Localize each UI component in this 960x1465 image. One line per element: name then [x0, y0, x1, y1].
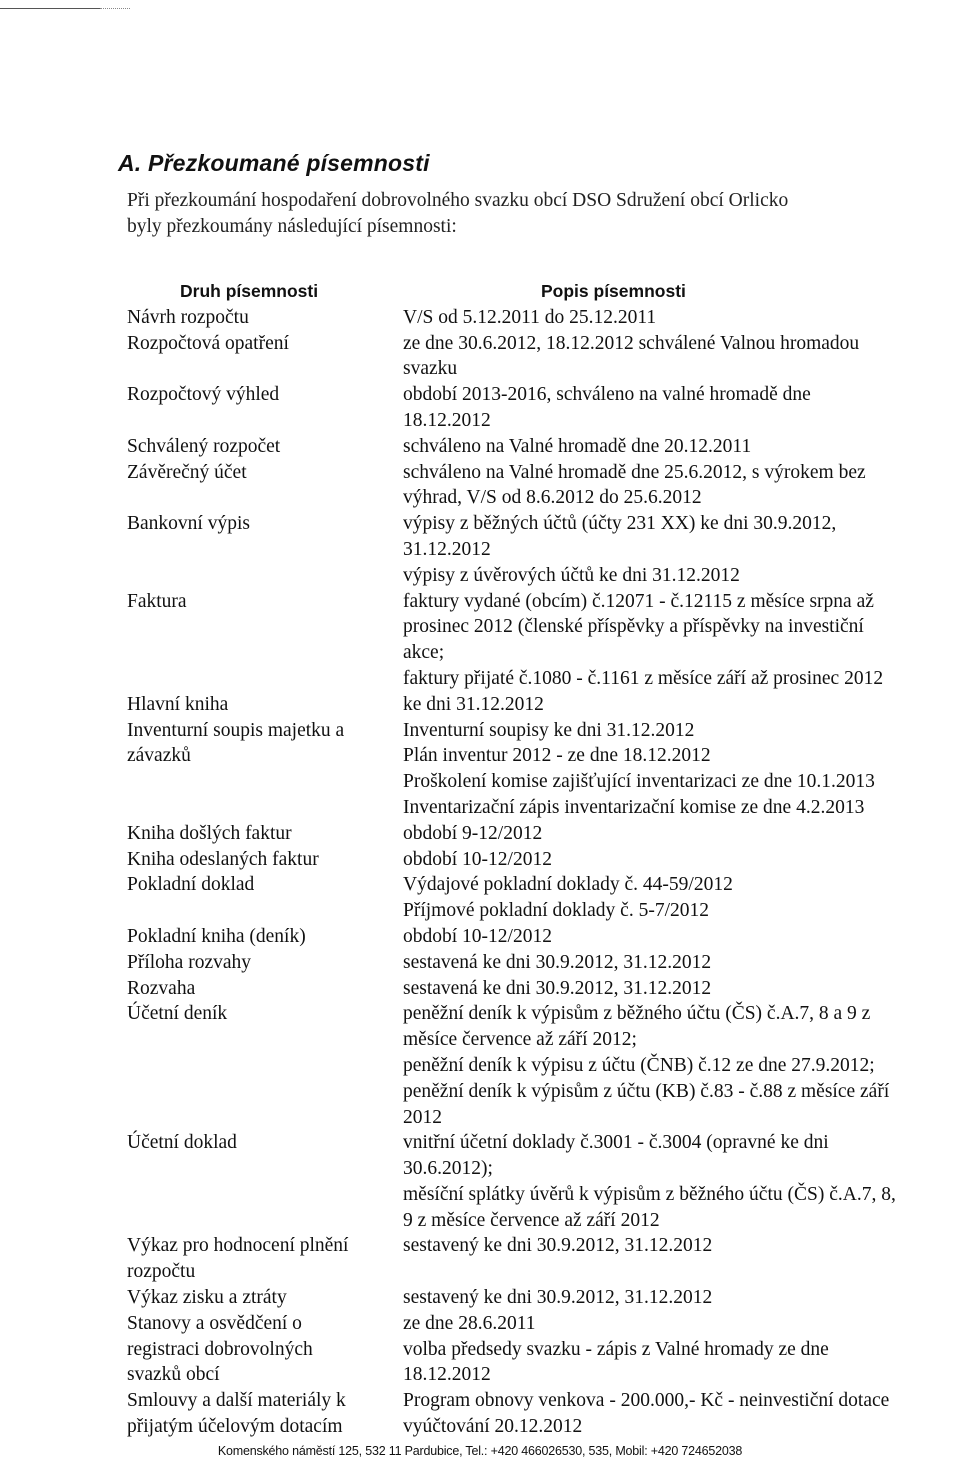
table-header — [127, 279, 960, 305]
document-description-line: faktury přijaté č.1080 - č.1161 z měsíce září až prosinec 2012 — [403, 667, 884, 689]
document-description-line: vnitřní účetní doklady č.3001 - č.3004 (opravné ke dni — [403, 1132, 829, 1154]
document-description-line: výpisy z úvěrových účtů ke dni 31.12.2012 — [403, 564, 740, 586]
document-description-cell — [403, 950, 960, 976]
table-row — [127, 589, 960, 692]
document-type-line: Stanovy a osvědčení o — [127, 1312, 302, 1334]
document-description-cell — [403, 976, 960, 1002]
document-description-cell — [403, 1388, 960, 1440]
table-row — [127, 1285, 960, 1311]
document-description-cell — [403, 331, 960, 383]
document-type-cell — [127, 382, 403, 434]
intro-line: Při přezkoumání hospodaření dobrovolného svazku obcí DSO Sdružení obcí Orlicko — [127, 190, 789, 211]
document-type-cell — [127, 718, 403, 821]
document-type-cell — [127, 1001, 403, 1130]
document-description-line: Inventurní soupisy ke dni 31.12.2012 — [403, 719, 695, 741]
document-description-line: období 10-12/2012 — [403, 848, 552, 870]
document-type-cell — [127, 434, 403, 460]
document-description-cell — [403, 872, 960, 924]
document-type-cell — [127, 1130, 403, 1233]
document-type-line: Inventurní soupis majetku a — [127, 719, 345, 741]
document-type-cell — [127, 305, 403, 331]
document-description-cell — [403, 718, 960, 821]
document-type-cell — [127, 1233, 403, 1285]
document-type-cell — [127, 872, 403, 924]
document-type-line: Účetní deník — [127, 1003, 228, 1025]
documents-table — [127, 279, 960, 1440]
document-description-line: Proškolení komise zajišťující inventarizaci ze dne 10.1.2013 — [403, 771, 875, 793]
column-header-type: Druh písemnosti — [180, 281, 319, 301]
document-description-cell — [403, 821, 960, 847]
table-row — [127, 1233, 960, 1285]
document-type-line: svazků obcí — [127, 1364, 220, 1386]
document-description-line: ke dni 31.12.2012 — [403, 693, 544, 715]
document-description-line: 31.12.2012 — [403, 538, 491, 560]
document-description-line: Plán inventur 2012 - ze dne 18.12.2012 — [403, 745, 711, 767]
document-description-line: výhrad, V/S od 8.6.2012 do 25.6.2012 — [403, 487, 702, 509]
table-row — [127, 1311, 960, 1388]
document-description-line: sestavená ke dni 30.9.2012, 31.12.2012 — [403, 951, 712, 973]
document-description-line: sestavený ke dni 30.9.2012, 31.12.2012 — [403, 1235, 713, 1257]
page-footer: Komenského náměstí 125, 532 11 Pardubice, Tel.: +420 466026530, 535, Mobil: +420 724652038 — [217, 1444, 743, 1458]
document-description-cell — [403, 511, 960, 588]
document-type-cell — [127, 1388, 403, 1440]
document-description-cell — [403, 924, 960, 950]
document-description-line: období 2013-2016, schváleno na valné hromadě dne — [403, 384, 811, 406]
document-description-line: vyúčtování 20.12.2012 — [403, 1416, 583, 1438]
document-description-cell — [403, 1311, 960, 1388]
document-description-line: prosinec 2012 (členské příspěvky a příspěvky na investiční — [403, 616, 864, 638]
document-description-line: období 9-12/2012 — [403, 822, 543, 844]
document-description-line: volba předsedy svazku - zápis z Valné hromady ze dne — [403, 1338, 829, 1360]
document-type-cell — [127, 1311, 403, 1388]
document-description-cell — [403, 305, 960, 331]
table-row — [127, 434, 960, 460]
document-type-cell — [127, 460, 403, 512]
document-description-line: V/S od 5.12.2011 do 25.12.2011 — [403, 306, 657, 328]
document-type-cell — [127, 692, 403, 718]
table-row — [127, 511, 960, 588]
table-row — [127, 460, 960, 512]
document-description-line: období 10-12/2012 — [403, 925, 552, 947]
table-row — [127, 718, 960, 821]
document-type-line: Návrh rozpočtu — [127, 306, 249, 328]
table-row — [127, 1130, 960, 1233]
document-type-cell — [127, 589, 403, 692]
document-description-line: peněžní deník k výpisu z účtu (ČNB) č.12 ze dne 27.9.2012; — [403, 1054, 875, 1076]
document-type-cell — [127, 511, 403, 588]
table-row — [127, 305, 960, 331]
intro-line: byly přezkoumány následující písemnosti: — [127, 216, 457, 237]
document-type-cell — [127, 847, 403, 873]
document-type-line: Rozvaha — [127, 977, 196, 999]
document-description-line: sestavená ke dni 30.9.2012, 31.12.2012 — [403, 977, 712, 999]
table-row — [127, 950, 960, 976]
document-description-line: svazku — [403, 358, 458, 380]
document-type-line: rozpočtu — [127, 1261, 196, 1283]
document-description-line: Příjmové pokladní doklady č. 5-7/2012 — [403, 900, 710, 922]
document-description-line: sestavený ke dni 30.9.2012, 31.12.2012 — [403, 1287, 713, 1309]
document-description-line: 9 z měsíce července až září 2012 — [403, 1209, 660, 1231]
document-description-cell — [403, 1001, 960, 1130]
table-row — [127, 872, 960, 924]
document-type-line: Výkaz pro hodnocení plnění — [127, 1235, 349, 1257]
document-type-line: Výkaz zisku a ztráty — [127, 1287, 287, 1309]
document-description-line: 2012 — [403, 1106, 442, 1128]
document-description-line: měsíční splátky úvěrů k výpisům z běžného účtu (ČS) č.A.7, 8, — [403, 1183, 896, 1205]
document-type-cell — [127, 924, 403, 950]
document-type-line: Pokladní kniha (deník) — [127, 925, 306, 947]
document-type-line: Smlouvy a další materiály k — [127, 1390, 346, 1412]
document-description-line: měsíce července až září 2012; — [403, 1029, 637, 1051]
table-row — [127, 382, 960, 434]
document-description-cell — [403, 1233, 960, 1285]
table-row — [127, 1388, 960, 1440]
top-rule-dotted — [100, 8, 130, 9]
document-description-cell — [403, 692, 960, 718]
column-header-description: Popis písemnosti — [541, 281, 686, 301]
document-type-line: Schválený rozpočet — [127, 435, 281, 457]
document-description-cell — [403, 1285, 960, 1311]
document-type-line: Kniha odeslaných faktur — [127, 848, 319, 870]
document-type-cell — [127, 821, 403, 847]
document-type-line: Závěrečný účet — [127, 461, 247, 483]
document-description-line: faktury vydané (obcím) č.12071 - č.12115 z měsíce srpna až — [403, 590, 874, 612]
document-type-line: registraci dobrovolných — [127, 1338, 313, 1360]
document-type-line: Pokladní doklad — [127, 874, 255, 896]
document-type-line: Kniha došlých faktur — [127, 822, 292, 844]
document-description-cell — [403, 382, 960, 434]
document-type-line: Hlavní kniha — [127, 693, 229, 715]
document-description-line: akce; — [403, 642, 445, 664]
document-description-line: 18.12.2012 — [403, 1364, 491, 1386]
document-description-line: Výdajové pokladní doklady č. 44-59/2012 — [403, 874, 733, 896]
document-description-line: ze dne 28.6.2011 — [403, 1312, 536, 1334]
top-rule — [0, 8, 100, 9]
document-type-line: Faktura — [127, 590, 187, 612]
table-row — [127, 847, 960, 873]
document-description-line: schváleno na Valné hromadě dne 25.6.2012, s výrokem bez — [403, 461, 866, 483]
document-description-cell — [403, 434, 960, 460]
table-row — [127, 692, 960, 718]
document-type-line: Rozpočtová opatření — [127, 332, 289, 354]
table-row — [127, 1001, 960, 1130]
document-description-line: schváleno na Valné hromadě dne 20.12.2011 — [403, 435, 752, 457]
document-type-line: Účetní doklad — [127, 1132, 237, 1154]
document-description-line: výpisy z běžných účtů (účty 231 XX) ke dni 30.9.2012, — [403, 513, 837, 535]
intro-paragraph — [127, 188, 957, 240]
document-type-line: přijatým účelovým dotacím — [127, 1416, 343, 1438]
document-type-line: závazků — [127, 745, 191, 767]
document-description-line: peněžní deník k výpisům z běžného účtu (ČS) č.A.7, 8 a 9 z — [403, 1003, 871, 1025]
table-row — [127, 331, 960, 383]
document-type-cell — [127, 976, 403, 1002]
document-description-line: Inventarizační zápis inventarizační komise ze dne 4.2.2013 — [403, 796, 865, 818]
document-type-line: Bankovní výpis — [127, 513, 250, 535]
document-type-line: Rozpočtový výhled — [127, 384, 280, 406]
document-type-line: Příloha rozvahy — [127, 951, 252, 973]
section-heading: A. Přezkoumané písemnosti — [118, 150, 430, 176]
document-description-cell — [403, 847, 960, 873]
document-type-cell — [127, 1285, 403, 1311]
table-row — [127, 924, 960, 950]
table-row — [127, 976, 960, 1002]
table-row — [127, 821, 960, 847]
document-description-cell — [403, 460, 960, 512]
document-type-cell — [127, 331, 403, 383]
document-description-cell — [403, 1130, 960, 1233]
document-description-cell — [403, 589, 960, 692]
document-type-cell — [127, 950, 403, 976]
document-description-line: ze dne 30.6.2012, 18.12.2012 schválené Valnou hromadou — [403, 332, 860, 354]
document-description-line: 30.6.2012); — [403, 1158, 493, 1180]
document-description-line: Program obnovy venkova - 200.000,- Kč - neinvestiční dotace — [403, 1390, 890, 1412]
document-description-line: 18.12.2012 — [403, 409, 491, 431]
document-description-line: peněžní deník k výpisům z účtu (KB) č.83 - č.88 z měsíce září — [403, 1080, 890, 1102]
